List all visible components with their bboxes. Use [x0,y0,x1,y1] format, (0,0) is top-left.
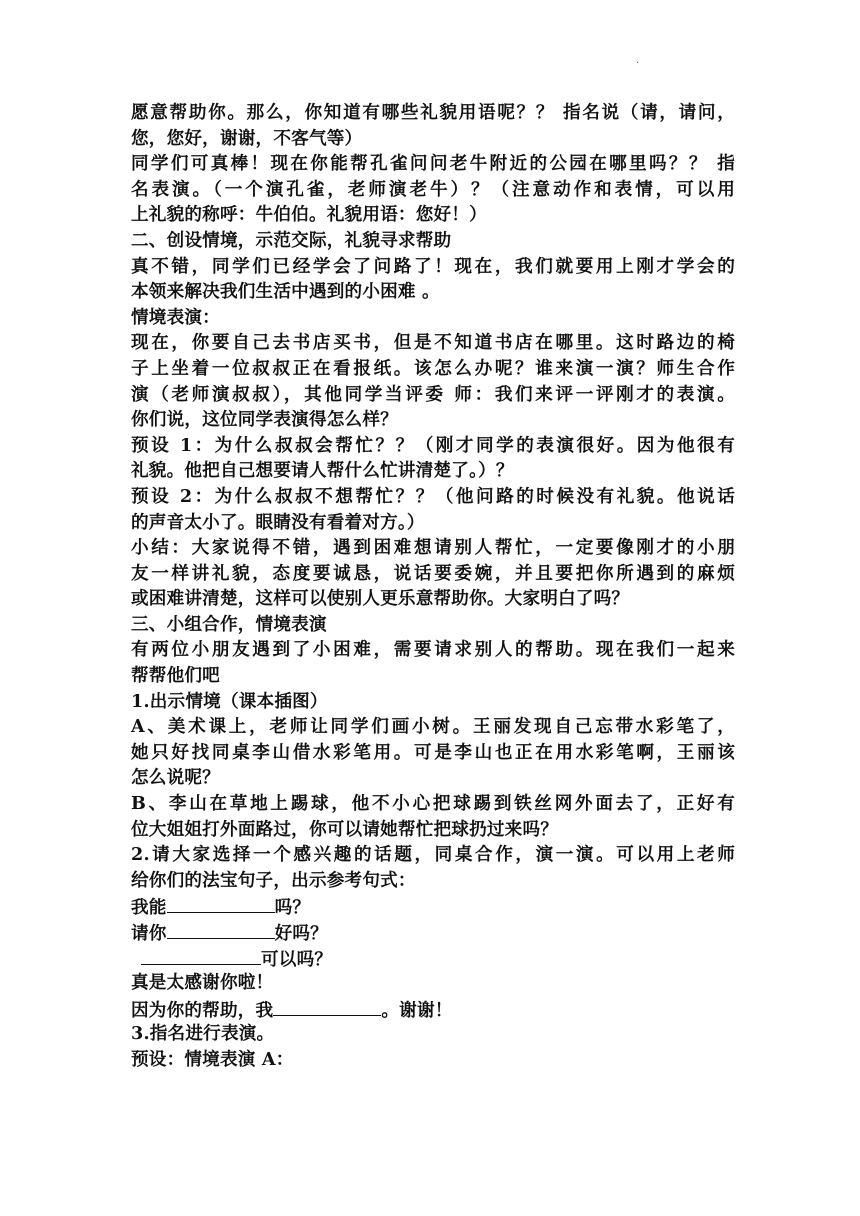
page-mark: · [636,58,640,69]
section-heading: 二、创设情境，示范交际，礼貌寻求帮助 [131,229,452,251]
paragraph-line: 现在，你要自己去书店买书，但是不知道书店在哪里。这时路边的椅 [131,332,735,354]
paragraph-line: A、美术课上，老师让同学们画小树。王丽发现自己忘带水彩笔了， [131,716,735,738]
section-heading: 三、小组合作，情境表演 [131,613,327,635]
paragraph-line: 演（老师演叔叔），其他同学当评委 师：我们来评一评刚才的表演。 [131,383,735,405]
paragraph-line: 友一样讲礼貌，态度要诚恳，说话要委婉，并且要把你所遇到的麻烦 [131,562,735,584]
paragraph-line: 真不错，同学们已经学会了问路了！现在，我们就要用上刚才学会的 [131,255,735,277]
pattern-text: 可以吗？ [261,948,333,970]
paragraph-line: 礼貌。他把自己想要请人帮什么忙讲清楚了。）？ [131,460,514,482]
paragraph-line: 同学们可真棒！现在你能帮孔雀问问老牛附近的公园在哪里吗？？ 指 [131,153,735,175]
subheading: 情境表演： [131,306,220,328]
paragraph-line: 预设 2：为什么叔叔不想帮忙？？（他问路的时候没有礼貌。他说话 [131,485,735,507]
pattern-text: 我能 [131,897,167,919]
paragraph-line: 有两位小朋友遇到了小困难，需要请求别人的帮助。现在我们一起来 [131,639,735,661]
paragraph-line: 名表演。（一个演孔雀，老师演老牛）？（注意动作和表情，可以用 [131,178,735,200]
list-heading: 1.出示情境（课本插图） [131,690,328,712]
sentence-pattern [131,919,735,945]
sentence-pattern [131,893,735,919]
paragraph-line: 或困难讲清楚，这样可以使别人更乐意帮助你。大家明白了吗？ [131,588,630,610]
pattern-text: 好吗？ [274,923,328,944]
fill-blank [167,893,275,913]
paragraph-line: 的声音太小了。眼睛没有看着对方。） [131,511,425,533]
paragraph-line: 她只好找同桌李山借水彩笔用。可是李山也正在用水彩笔啊，王丽该 [131,741,735,763]
paragraph-line: 你们说，这位同学表演得怎么样？ [131,409,398,431]
paragraph-line: 子上坐着一位叔叔正在看报纸。该怎么办呢？谁来演一演？师生合作 [131,357,735,379]
sentence-pattern [131,996,735,1022]
pattern-text: 因为你的帮助，我 [131,999,274,1021]
fill-blank [273,996,381,1016]
paragraph-line: 预设：情境表演 A： [131,1048,294,1070]
sentence-pattern [131,945,735,971]
document-body [131,100,735,1073]
fill-blank [141,945,261,965]
list-heading: 3.指名进行表演。 [131,1023,275,1045]
paragraph-line: 位大姐姐打外面路过，你可以请她帮忙把球扔过来吗？ [131,818,559,840]
paragraph-line: 小结：大家说得不错，遇到困难想请别人帮忙，一定要像刚才的小朋 [131,537,735,559]
paragraph-line: B、李山在草地上踢球，他不小心把球踢到铁丝网外面去了，正好有 [131,793,735,815]
paragraph-line: 愿意帮助你。那么，你知道有哪些礼貌用语呢？？ 指名说（请，请问， [131,102,735,123]
paragraph-line: 给你们的法宝句子，出示参考句式： [131,869,416,891]
pattern-text: 请你 [131,923,167,944]
fill-blank [167,919,275,939]
sentence-pattern: 真是太感谢你啦！ [131,972,274,994]
pattern-text: 吗？ [274,897,311,919]
paragraph-line: 帮帮他们吧 [131,665,220,687]
paragraph-line: 预设 1：为什么叔叔会帮忙？？（刚才同学的表演很好。因为他很有 [131,434,735,456]
paragraph-line: 本领来解决我们生活中遇到的小困难 。 [131,281,440,303]
paragraph-line: 您，您好，谢谢，不客气等） [131,127,363,149]
paragraph-line: 上礼貌的称呼：牛伯伯。礼貌用语：您好！） [131,204,487,226]
pattern-text: 。谢谢！ [381,999,453,1021]
paragraph-line: 怎么说呢？ [131,767,220,789]
paragraph-line: 2.请大家选择一个感兴趣的话题，同桌合作，演一演。可以用上老师 [131,844,735,866]
